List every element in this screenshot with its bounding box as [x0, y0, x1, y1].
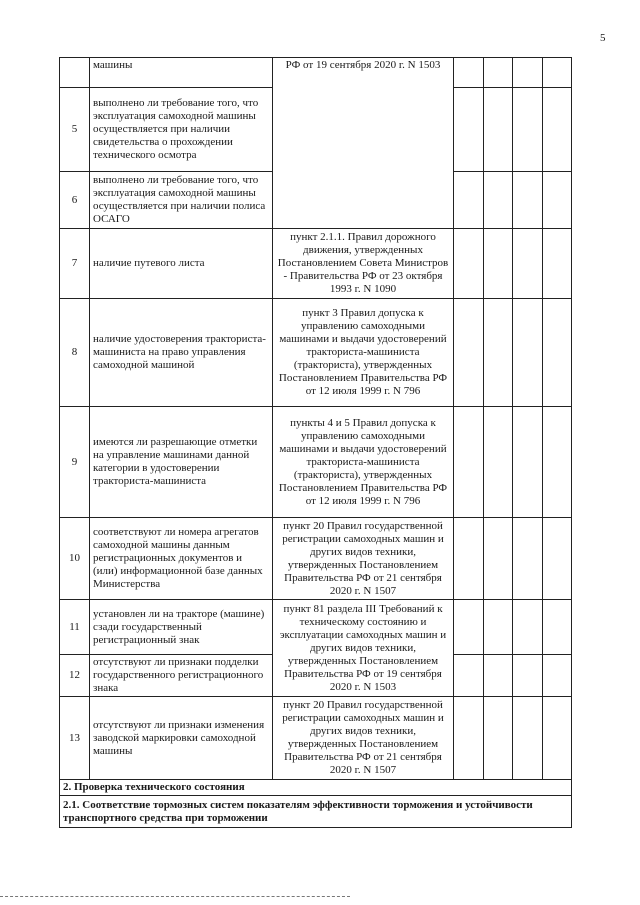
- requirement-cell: выполнено ли требование того, что эксплуатация самоходной машины осуществляется при наличии свидетельства о прохождении технического осмотра: [90, 88, 273, 172]
- answer-cell: [484, 172, 513, 229]
- requirement-cell: выполнено ли требование того, что эксплуатация самоходной машины осуществляется при наличии полиса ОСАГО: [90, 172, 273, 229]
- answer-cell: [543, 407, 572, 518]
- section-heading-row: [60, 796, 572, 828]
- requirement-cell: наличие путевого листа: [90, 229, 273, 299]
- answer-cell: [484, 655, 513, 697]
- row-number: [60, 58, 90, 88]
- answer-cell: [454, 600, 484, 655]
- answer-cell: [454, 697, 484, 780]
- answer-cell: [513, 600, 543, 655]
- table-row: [60, 58, 572, 88]
- answer-cell: [484, 407, 513, 518]
- row-number: 12: [60, 655, 90, 697]
- row-number: 6: [60, 172, 90, 229]
- reference-cell: пункт 2.1.1. Правил дорожного движения, утвержденных Постановлением Совета Министров - Правительства РФ от 23 октября 1993 г. N 1090: [273, 229, 454, 299]
- answer-cell: [513, 697, 543, 780]
- answer-cell: [543, 299, 572, 407]
- answer-cell: [484, 58, 513, 88]
- answer-cell: [513, 172, 543, 229]
- row-number: 13: [60, 697, 90, 780]
- answer-cell: [484, 88, 513, 172]
- answer-cell: [454, 407, 484, 518]
- table-row: [60, 518, 572, 600]
- answer-cell: [543, 229, 572, 299]
- answer-cell: [543, 518, 572, 600]
- row-number: 7: [60, 229, 90, 299]
- answer-cell: [454, 88, 484, 172]
- scan-edge-line: [0, 896, 350, 897]
- answer-cell: [484, 229, 513, 299]
- answer-cell: [484, 518, 513, 600]
- table-row: [60, 407, 572, 518]
- row-number: 11: [60, 600, 90, 655]
- table-row: [60, 299, 572, 407]
- requirement-cell: имеются ли разрешающие отметки на управление машинами данной категории в удостоверении тракториста-машиниста: [90, 407, 273, 518]
- answer-cell: [454, 299, 484, 407]
- reference-cell: пункты 4 и 5 Правил допуска к управлению самоходными машинами и выдачи удостоверений тракториста-машиниста (тракториста), утвержденных Постановлением Правительства РФ от 12 июля 1999 г. N 796: [273, 407, 454, 518]
- row-number: 9: [60, 407, 90, 518]
- requirement-cell: отсутствуют ли признаки подделки государственного регистрационного знака: [90, 655, 273, 697]
- answer-cell: [454, 518, 484, 600]
- reference-cell: РФ от 19 сентября 2020 г. N 1503: [273, 58, 454, 229]
- answer-cell: [454, 229, 484, 299]
- table-row: [60, 600, 572, 655]
- answer-cell: [543, 697, 572, 780]
- row-number: 5: [60, 88, 90, 172]
- answer-cell: [513, 229, 543, 299]
- answer-cell: [454, 172, 484, 229]
- reference-cell: пункт 20 Правил государственной регистрации самоходных машин и других видов техники, утвержденных Постановлением Правительства РФ от 21 сентября 2020 г. N 1507: [273, 518, 454, 600]
- answer-cell: [543, 655, 572, 697]
- answer-cell: [513, 299, 543, 407]
- reference-cell: пункт 3 Правил допуска к управлению самоходными машинами и выдачи удостоверений тракториста-машиниста (тракториста), утвержденных Постановлением Правительства РФ от 12 июля 1999 г. N 796: [273, 299, 454, 407]
- answer-cell: [543, 88, 572, 172]
- answer-cell: [513, 58, 543, 88]
- requirement-cell: машины: [90, 58, 273, 88]
- table-row: [60, 697, 572, 780]
- page-number: 5: [600, 32, 606, 44]
- section-2-1-heading: 2.1. Соответствие тормозных систем показателям эффективности торможения и устойчивости транспортного средства при торможении: [60, 796, 572, 828]
- reference-cell: пункт 20 Правил государственной регистрации самоходных машин и других видов техники, утвержденных Постановлением Правительства РФ от 21 сентября 2020 г. N 1507: [273, 697, 454, 780]
- requirement-cell: соответствуют ли номера агрегатов самоходной машины данным регистрационных документов и (или) информационной базе данных Министерства: [90, 518, 273, 600]
- section-2-heading: 2. Проверка технического состояния: [60, 780, 572, 796]
- answer-cell: [484, 299, 513, 407]
- requirement-cell: установлен ли на тракторе (машине) сзади государственный регистрационный знак: [90, 600, 273, 655]
- reference-cell: пункт 81 раздела III Требований к техническому состоянию и эксплуатации самоходных машин и других видов техники, утвержденных Постановлением Правительства РФ от 19 сентября 2020 г. N 1503: [273, 600, 454, 697]
- row-number: 10: [60, 518, 90, 600]
- answer-cell: [484, 697, 513, 780]
- table-row: [60, 229, 572, 299]
- answer-cell: [543, 600, 572, 655]
- answer-cell: [513, 518, 543, 600]
- section-heading-row: [60, 780, 572, 796]
- requirement-cell: наличие удостоверения тракториста-машиниста на право управления самоходной машиной: [90, 299, 273, 407]
- answer-cell: [513, 88, 543, 172]
- inspection-table: [59, 57, 572, 828]
- row-number: 8: [60, 299, 90, 407]
- answer-cell: [454, 58, 484, 88]
- answer-cell: [513, 407, 543, 518]
- answer-cell: [454, 655, 484, 697]
- answer-cell: [543, 172, 572, 229]
- answer-cell: [484, 600, 513, 655]
- answer-cell: [543, 58, 572, 88]
- answer-cell: [513, 655, 543, 697]
- requirement-cell: отсутствуют ли признаки изменения заводской маркировки самоходной машины: [90, 697, 273, 780]
